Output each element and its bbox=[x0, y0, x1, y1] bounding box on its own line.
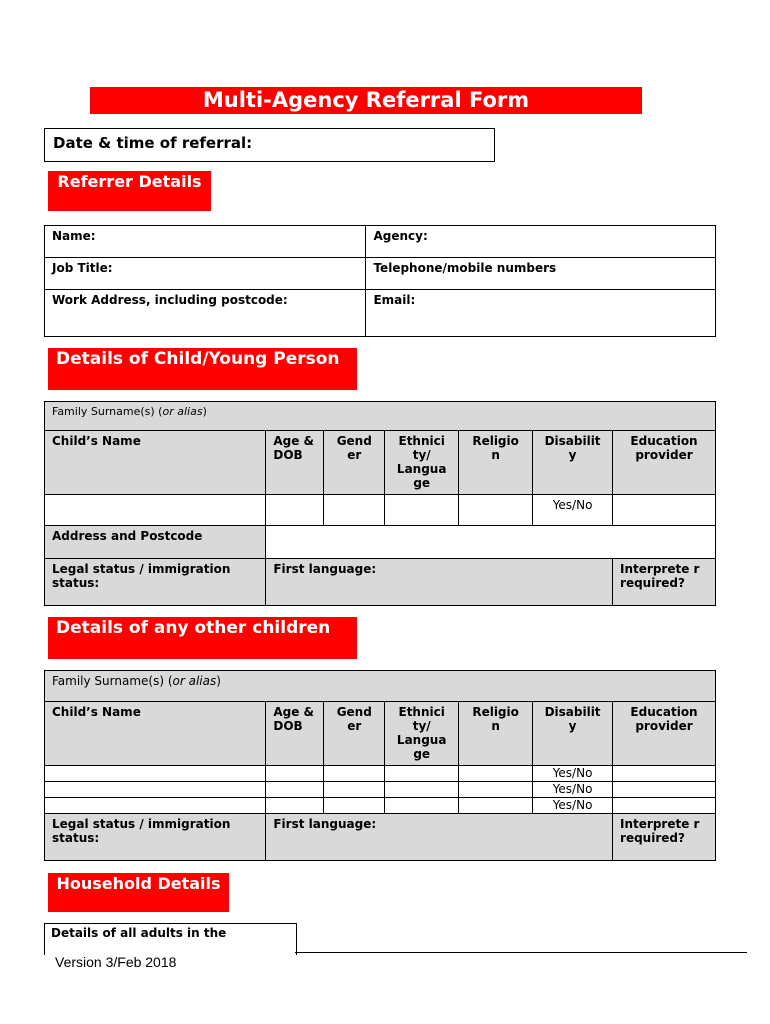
referrer-email-field[interactable]: Email: bbox=[366, 290, 716, 337]
section-header-household-label: Household Details bbox=[56, 874, 221, 893]
or-alias-label: or alias bbox=[162, 405, 203, 418]
child-education-cell[interactable] bbox=[613, 495, 716, 526]
other-child-name-cell[interactable] bbox=[45, 798, 266, 814]
other-child-education-cell[interactable] bbox=[613, 798, 716, 814]
child-religion-cell[interactable] bbox=[459, 495, 533, 526]
col-gender: Gend er bbox=[324, 431, 385, 495]
section-header-child bbox=[48, 348, 357, 390]
or-alias-label: or alias bbox=[172, 674, 217, 688]
child-age-cell[interactable] bbox=[266, 495, 324, 526]
referrer-telephone-field[interactable]: Telephone/mobile numbers bbox=[366, 258, 716, 290]
referrer-job-title-field[interactable]: Job Title: bbox=[45, 258, 366, 290]
other-family-surname-field[interactable] bbox=[45, 671, 716, 702]
col-childs-name: Child’s Name bbox=[45, 702, 266, 766]
other-child-gender-cell[interactable] bbox=[324, 798, 385, 814]
other-interpreter-required-field[interactable]: Interprete r required? bbox=[613, 814, 716, 861]
other-child-disability-cell[interactable]: Yes/No bbox=[533, 766, 613, 782]
other-child-religion-cell[interactable] bbox=[459, 782, 533, 798]
other-child-name-cell[interactable] bbox=[45, 782, 266, 798]
col-childs-name: Child’s Name bbox=[45, 431, 266, 495]
other-child-gender-cell[interactable] bbox=[324, 766, 385, 782]
address-postcode-field[interactable] bbox=[266, 526, 716, 559]
family-surname-label: Family Surname(s) ( bbox=[52, 405, 163, 418]
col-ethnicity: Ethnici ty/ Langua ge bbox=[385, 431, 459, 495]
other-child-ethnicity-cell[interactable] bbox=[385, 766, 459, 782]
child-disability-cell[interactable]: Yes/No bbox=[533, 495, 613, 526]
other-child-name-cell[interactable] bbox=[45, 766, 266, 782]
household-adults-field[interactable]: Details of all adults in the bbox=[44, 923, 297, 955]
child-ethnicity-cell[interactable] bbox=[385, 495, 459, 526]
col-disability: Disabilit y bbox=[533, 431, 613, 495]
col-ethnicity: Ethnici ty/ Langua ge bbox=[385, 702, 459, 766]
address-postcode-label: Address and Postcode bbox=[45, 526, 266, 559]
other-first-language-field[interactable]: First language: bbox=[266, 814, 613, 861]
other-child-age-cell[interactable] bbox=[266, 766, 324, 782]
col-age-dob: Age & DOB bbox=[266, 702, 324, 766]
other-child-education-cell[interactable] bbox=[613, 782, 716, 798]
other-child-disability-cell[interactable]: Yes/No bbox=[533, 798, 613, 814]
section-header-household bbox=[48, 873, 229, 912]
other-child-religion-cell[interactable] bbox=[459, 766, 533, 782]
col-age-dob: Age & DOB bbox=[266, 431, 324, 495]
close-paren: ) bbox=[216, 674, 221, 688]
family-surname-label: Family Surname(s) ( bbox=[52, 674, 173, 688]
section-header-other-children bbox=[48, 617, 357, 659]
footer-version: Version 3/Feb 2018 bbox=[55, 954, 177, 970]
first-language-field[interactable]: First language: bbox=[266, 559, 613, 606]
other-child-education-cell[interactable] bbox=[613, 766, 716, 782]
referrer-name-field[interactable]: Name: bbox=[45, 226, 366, 258]
col-disability: Disabilit y bbox=[533, 702, 613, 766]
child-name-cell[interactable] bbox=[45, 495, 266, 526]
section-header-referrer-label: Referrer Details bbox=[57, 172, 202, 191]
other-child-age-cell[interactable] bbox=[266, 782, 324, 798]
referrer-table bbox=[44, 225, 716, 337]
date-time-field[interactable]: Date & time of referral: bbox=[44, 128, 495, 162]
section-header-child-label: Details of Child/Young Person bbox=[56, 349, 340, 369]
other-child-gender-cell[interactable] bbox=[324, 782, 385, 798]
section-header-referrer bbox=[48, 171, 211, 211]
other-child-religion-cell[interactable] bbox=[459, 798, 533, 814]
section-header-other-children-label: Details of any other children bbox=[56, 618, 331, 638]
legal-status-label: Legal status / immigration status: bbox=[45, 559, 266, 606]
col-religion: Religio n bbox=[459, 431, 533, 495]
other-child-age-cell[interactable] bbox=[266, 798, 324, 814]
interpreter-required-field[interactable]: Interprete r required? bbox=[613, 559, 716, 606]
col-religion: Religio n bbox=[459, 702, 533, 766]
family-surname-field[interactable] bbox=[45, 402, 716, 431]
col-education: Education provider bbox=[613, 431, 716, 495]
footer-divider bbox=[295, 952, 747, 953]
form-title: Multi-Agency Referral Form bbox=[90, 87, 642, 114]
other-child-ethnicity-cell[interactable] bbox=[385, 782, 459, 798]
col-education: Education provider bbox=[613, 702, 716, 766]
child-gender-cell[interactable] bbox=[324, 495, 385, 526]
other-child-ethnicity-cell[interactable] bbox=[385, 798, 459, 814]
col-gender: Gend er bbox=[324, 702, 385, 766]
close-paren: ) bbox=[202, 405, 207, 418]
other-children-table bbox=[44, 670, 716, 861]
referrer-agency-field[interactable]: Agency: bbox=[366, 226, 716, 258]
other-child-disability-cell[interactable]: Yes/No bbox=[533, 782, 613, 798]
child-table bbox=[44, 401, 716, 606]
other-legal-status-label: Legal status / immigration status: bbox=[45, 814, 266, 861]
referrer-work-address-field[interactable]: Work Address, including postcode: bbox=[45, 290, 366, 337]
